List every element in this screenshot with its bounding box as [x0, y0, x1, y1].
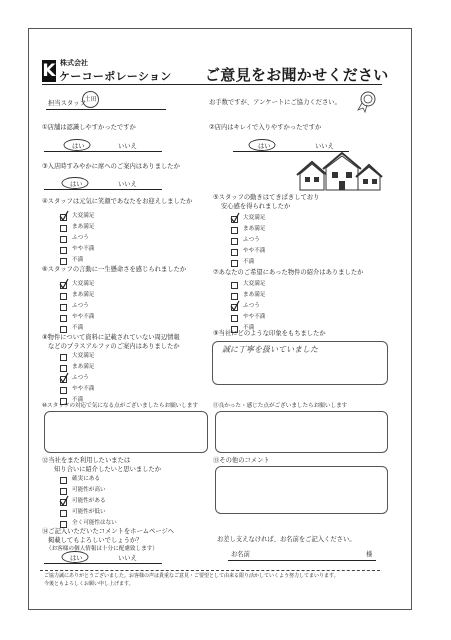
q4-checkbox-5[interactable] — [60, 258, 67, 265]
question-14-line-2: 掲載してもよろしいでしょうか？ — [48, 537, 143, 544]
question-13: ⑬その他のコメント — [213, 457, 270, 464]
q6-check-mark — [59, 279, 69, 289]
q2-no: いいえ — [315, 143, 334, 150]
question-2: ②店内はキレイで入りやすかったですか — [209, 124, 322, 131]
name-field[interactable] — [228, 560, 376, 561]
question-10: ⑩スタッフの対応で気になる点がございましたらお願いします — [42, 403, 199, 409]
name-prompt: お差し支えなければ、お名前をご記入ください。 — [217, 536, 356, 543]
ribbon-icon — [356, 88, 380, 112]
intro-text: お手数ですが、アンケートにご協力ください。 — [209, 99, 341, 106]
q5-option-4: やや不満 — [243, 248, 266, 254]
q12-checkbox-2[interactable] — [60, 488, 67, 495]
q5-checkbox-2[interactable] — [231, 227, 238, 234]
survey-headline: ご意見をお聞かせください — [205, 66, 389, 84]
footer-line-2: 今後ともよろしくお願い申し上げます。 — [44, 581, 134, 587]
q7-checkbox-4[interactable] — [231, 315, 238, 322]
q1-yes: はい — [72, 143, 85, 150]
q1-rule — [44, 151, 162, 152]
staff-underline — [46, 109, 166, 110]
q6-checkbox-5[interactable] — [60, 326, 67, 333]
company-logo: K — [42, 61, 56, 81]
q8-option-2: まあ満足 — [72, 364, 95, 370]
question-12-line-2: 知り合いに紹介したいと思いましたか — [54, 466, 162, 473]
q12-check-mark — [59, 496, 69, 506]
q8-check-mark — [59, 373, 69, 383]
q12-option-4: 可能性が低い — [72, 509, 106, 515]
q7-check-mark — [230, 301, 240, 311]
q4-option-4: やや不満 — [72, 246, 95, 252]
question-1: ①店舗は認識しやすかったですか — [42, 124, 136, 131]
q8-option-4: やや不満 — [72, 386, 95, 392]
q2-answer-circle — [248, 138, 276, 152]
q6-option-5: 不満 — [72, 325, 84, 331]
q4-checkbox-3[interactable] — [60, 236, 67, 243]
q6-option-3: ふつう — [72, 303, 89, 309]
q7-option-3: ふつう — [243, 303, 260, 309]
q14-answer-circle — [61, 550, 89, 564]
q5-option-2: まあ満足 — [243, 226, 266, 232]
question-8-line-2: などのプラスアルファのご案内はありましたか — [48, 343, 180, 350]
q12-checkbox-5[interactable] — [60, 521, 67, 528]
q8-checkbox-4[interactable] — [60, 387, 67, 394]
q4-option-3: ふつう — [72, 235, 89, 241]
q6-checkbox-2[interactable] — [60, 293, 67, 300]
q4-check-mark — [59, 211, 69, 221]
q6-checkbox-3[interactable] — [60, 304, 67, 311]
q1-no: いいえ — [118, 143, 137, 150]
company-type-label: 株式会社 — [60, 59, 88, 67]
q12-checkbox-4[interactable] — [60, 510, 67, 517]
q7-option-1: 大変満足 — [243, 281, 266, 287]
header-rule — [42, 84, 382, 85]
q5-checkbox-3[interactable] — [231, 238, 238, 245]
name-suffix: 様 — [366, 551, 373, 558]
q13-answer-box[interactable] — [215, 466, 388, 514]
question-12-line-1: ⑫当社をまた利用したいまたは — [42, 457, 131, 464]
q7-option-2: まあ満足 — [243, 292, 266, 298]
q6-option-2: まあ満足 — [72, 292, 95, 298]
houses-illustration — [296, 152, 382, 192]
q8-option-1: 大変満足 — [72, 353, 95, 359]
q5-check-mark — [230, 213, 240, 223]
q7-checkbox-2[interactable] — [231, 293, 238, 300]
question-5-line-1: ⑤スタッフの動きはてきぱきしており — [213, 194, 320, 201]
q12-option-2: 可能性が高い — [72, 487, 106, 493]
q5-option-1: 大変満足 — [243, 215, 266, 221]
q12-option-5: 全く可能性はない — [72, 520, 117, 526]
question-3: ③入店時すみやかに席へのご案内はありましたか — [42, 163, 180, 170]
q4-option-5: 不満 — [72, 257, 84, 263]
q8-option-3: ふつう — [72, 375, 89, 381]
q3-answer-circle — [61, 176, 89, 190]
q5-checkbox-5[interactable] — [231, 260, 238, 267]
q12-option-3: 可能性がある — [72, 498, 106, 504]
q10-answer-box[interactable] — [44, 411, 208, 453]
q8-checkbox-1[interactable] — [60, 354, 67, 361]
q8-checkbox-2[interactable] — [60, 365, 67, 372]
q14-no: いいえ — [118, 555, 137, 562]
q6-checkbox-4[interactable] — [60, 315, 67, 322]
staff-label: 担当スタッフ — [48, 100, 86, 107]
q5-option-5: 不満 — [243, 259, 255, 265]
q1-answer-circle — [63, 138, 91, 152]
question-11: ⑪良かった・感じた点がございましたらお願いします — [213, 403, 348, 409]
q8-option-5: 不満 — [72, 397, 84, 403]
question-6: ⑥スタッフの言動に一生懸命さを感じられましたか — [42, 266, 187, 273]
q14-yes: はい — [70, 555, 83, 562]
question-7: ⑦あなたのご希望にあった物件の紹介はありましたか — [213, 269, 364, 276]
question-5-line-2: 安心感を得られましたか — [221, 203, 291, 210]
footer-divider — [40, 570, 380, 571]
q7-checkbox-1[interactable] — [231, 282, 238, 289]
q7-option-4: やや不満 — [243, 314, 266, 320]
q2-yes: はい — [258, 143, 271, 150]
q4-option-1: 大変満足 — [72, 213, 95, 219]
footer-line-1: ご協力誠にありがとうございました。お客様の声は貴重なご意見・ご要望として由来る限り活かしていくよう努力してまいります。 — [44, 573, 339, 579]
staff-stamp: 土田 — [82, 91, 99, 108]
q11-answer-box[interactable] — [215, 411, 388, 453]
q3-no: いいえ — [118, 181, 137, 188]
question-14-line-3: （お客様の個人情報は十分に配慮致します） — [46, 546, 158, 552]
q4-checkbox-4[interactable] — [60, 247, 67, 254]
q6-option-4: やや不満 — [72, 314, 95, 320]
q12-checkbox-1[interactable] — [60, 477, 67, 484]
question-9: ⑨当社にどのような印象をもちましたか — [213, 330, 326, 337]
q4-option-2: まあ満足 — [72, 224, 95, 230]
q7-option-5: 不満 — [243, 325, 255, 331]
q5-checkbox-4[interactable] — [231, 249, 238, 256]
question-14-line-1: ⑭ご記入いただいたコメントをホームページへ — [42, 528, 175, 535]
company-name: ケーコーポレーション — [59, 70, 172, 83]
question-4: ④スタッフは元気に笑顔であなたをお迎えしましたか — [42, 198, 193, 205]
question-8-line-1: ⑧物件について資料に記載されていない周辺情報 — [42, 334, 180, 341]
name-label: お名前 — [231, 551, 250, 558]
q3-yes: はい — [70, 181, 83, 188]
q5-option-3: ふつう — [243, 237, 260, 243]
q9-handwritten-answer: 誠に丁寧を扱いていました — [222, 345, 318, 354]
q12-option-1: 確実にある — [72, 476, 100, 482]
q6-option-1: 大変満足 — [72, 281, 95, 287]
q4-checkbox-2[interactable] — [60, 225, 67, 232]
